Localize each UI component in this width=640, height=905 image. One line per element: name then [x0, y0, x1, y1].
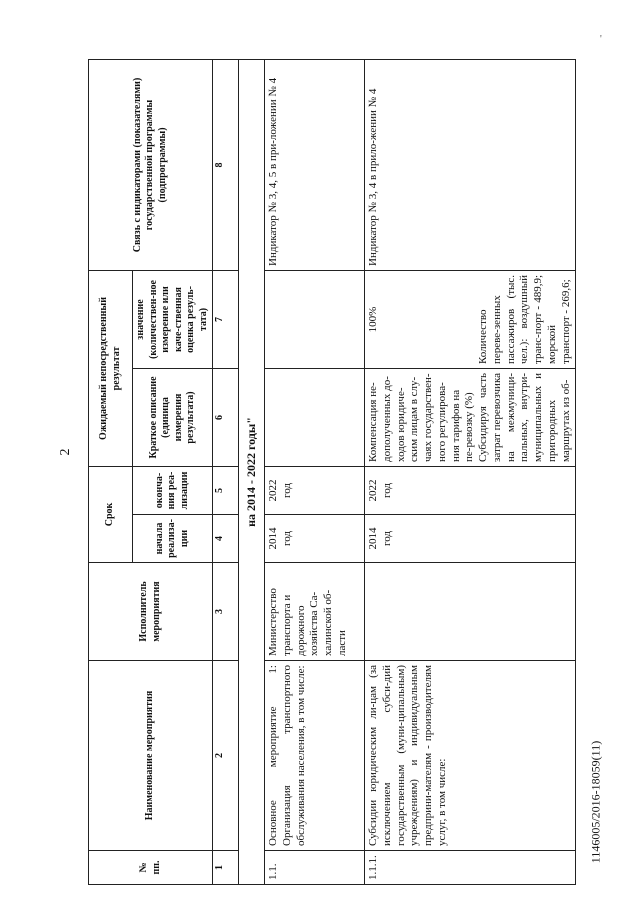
row-name: Субсидии юридическим ли-цам (за исключением субси-дий государственным (муни-ципальным) учреждениям) и индивидуальным предприни-мателям - производителям услуг, в том числе: [365, 661, 576, 851]
column-number: 2 [213, 661, 239, 851]
row-desc-2: Субсидируя часть затрат перевозчика на межмуници-пальных, внутри-муниципальных и пригородных маршрутах из об- [477, 372, 572, 462]
column-number: 7 [213, 270, 239, 368]
header-result: Ожидаемый непосредственный результат [89, 270, 133, 466]
header-term-end: оконча-ния реа-лизации [133, 466, 213, 514]
row-link: Индикатор № 3, 4, 5 в при-ложении № 4 [265, 59, 365, 270]
column-number: 5 [213, 466, 239, 514]
header-result-value: значение (количествен-ное измерение или каче-ственная оценка резуль-тата) [133, 270, 213, 368]
row-value-2: Количество переве-зенных пассажиров (тыс. чел.): воздушный транс-порт - 489,9; морской транспорт - 269,6; [477, 274, 572, 364]
column-number: 3 [213, 563, 239, 661]
header-term: Срок [89, 466, 133, 562]
column-number: 8 [213, 59, 239, 270]
row-executor [365, 563, 576, 661]
rotated-table-wrapper [88, 60, 572, 885]
row-num: 1.1.1. [365, 851, 576, 885]
column-number: 6 [213, 368, 239, 466]
row-end: 2022 год [265, 466, 365, 514]
corner-mark: ' [600, 34, 602, 45]
row-value-cell [365, 270, 576, 368]
table-row [265, 59, 365, 884]
header-num: № пп. [89, 851, 213, 885]
header-term-start: начала реализа-ции [133, 515, 213, 563]
column-number: 4 [213, 515, 239, 563]
section-title: на 2014 - 2022 годы" [239, 59, 265, 884]
document-code: 1146005/2016-18059(11) [588, 740, 603, 864]
row-start: 2014 год [265, 515, 365, 563]
row-name: Основное мероприятие 1: Организация транспортного обслуживания населения, в том числе: [265, 661, 365, 851]
header-executor: Исполнитель мероприятия [89, 563, 213, 661]
row-desc [265, 368, 365, 466]
column-number: 1 [213, 851, 239, 885]
section-row [239, 59, 265, 884]
row-desc-cell [365, 368, 576, 466]
header-link: Связь с индикаторами (показателями) государственной программы (подпрограммы) [89, 59, 213, 270]
header-name: Наименование мероприятия [89, 661, 213, 851]
row-link: Индикатор № 3, 4 в прило-жении № 4 [365, 59, 576, 270]
header-result-desc: Краткое описание (единица измерения результата) [133, 368, 213, 466]
row-desc: Компенсация не-дополученных до-ходов юридиче-ским лицам в слу-чаях государствен-ного регулирова-ния тарифов на пе-ревозку (%) [367, 373, 476, 462]
row-num: 1.1. [265, 851, 365, 885]
measures-table [88, 59, 576, 885]
row-start: 2014 год [365, 515, 576, 563]
row-end: 2022 год [365, 466, 576, 514]
page-number: 2 [58, 448, 73, 456]
row-value: 100% [367, 306, 379, 333]
row-executor: Министерство транспорта и дорожного хозяйства Са-халинской об-ласти [265, 563, 365, 661]
column-number-row [213, 59, 239, 884]
table-row [365, 59, 576, 884]
row-value [265, 270, 365, 368]
